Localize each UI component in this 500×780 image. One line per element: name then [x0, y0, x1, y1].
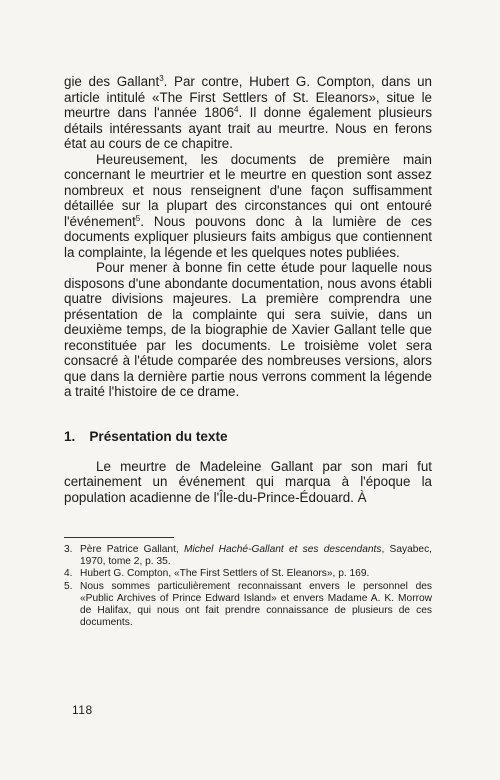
footnote-prefix: Père Patrice Gallant,	[80, 544, 184, 555]
paragraph-1-text-part-1: gie des Gallant	[64, 74, 160, 89]
footnote-book-title: Michel Haché-Gallant et ses descendants	[183, 544, 382, 555]
footnote-4	[64, 568, 432, 580]
body-text	[64, 74, 432, 400]
footnote-suffix: , Sayabec, 1970, tome 2, p. 35.	[80, 544, 432, 568]
footnote-3	[64, 544, 432, 568]
footnote-divider	[64, 537, 174, 538]
page-number: 118	[72, 703, 93, 717]
footnote-5	[64, 581, 432, 630]
paragraph-2-text-part-2: . Nous pouvons donc à la lumière de ces documents expliquer plusieurs faits ambigus que contiennent la complainte, la légende et les quelques notes publiées.	[64, 213, 432, 260]
paragraph-2-text-part-1: Heureusement, les documents de première main concernant le meurtrier et le meurtre en question sont assez nombreux et nous renseignent d'une façon suffisamment détaillée sur la plupart des circonstances qui ont entouré l'événement	[64, 151, 432, 229]
footnote-number: 5.	[64, 580, 73, 592]
paragraph-1-text-part-3: . Il donne également plusieurs détails intéressants ayant trait au meurtre. Nous en ferons état au cours de ce chapitre.	[64, 105, 433, 151]
footnote-ref-3: 3	[159, 74, 164, 83]
paragraph-3: Pour mener à bonne fin cette étude pour laquelle nous disposons d'une abondante documentation, nous avons établi quatre divisions majeures. La première comprendra une présentation de la complainte qui sera suivie, dans un deuxième temps, de la biographie de Xavier Gallant telle que reconstituée par les documents. Le troisième volet sera consacré à l'étude comparée des nombreuses versions, alors que dans la dernière partie nous verrons comment la légende a traité l'histoire de ce drame.	[64, 260, 432, 399]
footnote-text: Hubert G. Compton, «The First Settlers of St. Eleanors», p. 169.	[80, 568, 370, 580]
footnote-number: 4.	[64, 568, 73, 580]
section-body-text	[64, 459, 432, 506]
footnote-ref-5: 5	[135, 213, 141, 223]
section-number: 1.	[64, 428, 76, 444]
footnote-text: Nous sommes particulièrement reconnaissant envers le personnel des «Public Archives of Prince Edward Island» et envers Madame A. K. Morrow de Halifax, qui nous ont fait prendre connaissance de plusieurs de ces documents.	[80, 580, 432, 629]
paragraph-1-text-part-2: . Par contre, Hubert G. Compton, dans un article intitulé «The First Settlers of St. Eleanors», situe le meurtre dans l'année 1806	[64, 74, 432, 120]
document-page	[64, 74, 432, 629]
footnotes	[64, 544, 432, 629]
paragraph-1	[64, 74, 432, 152]
section-paragraph: Le meurtre de Madeleine Gallant par son mari fut certainement un événement qui marqua à l'époque la population acadienne de l'Île-du-Prince-Édouard. À	[64, 458, 432, 505]
section-title: Présentation du texte	[89, 428, 228, 444]
footnote-number: 3.	[64, 544, 73, 555]
paragraph-2	[64, 152, 432, 261]
section-heading	[64, 429, 432, 445]
footnote-ref-4: 4	[234, 105, 239, 114]
footnote-text	[80, 544, 432, 568]
